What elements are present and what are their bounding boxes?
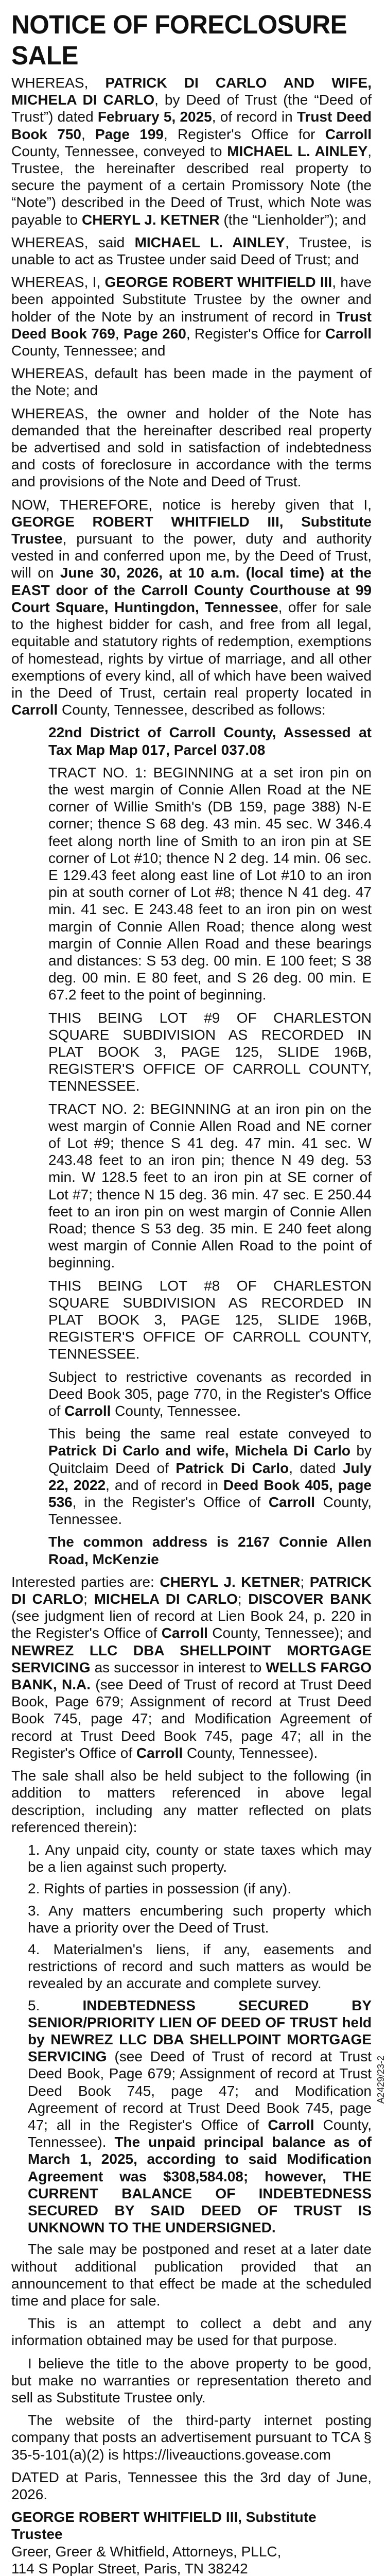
list-item: 2. Rights of parties in possession (if any). <box>28 1880 292 1897</box>
sale-subject-to: The sale shall also be held subject to the following (in addition to matters referenced in above legal description, including any matter reflected on plats referenced therein): <box>11 1768 372 1835</box>
postponement-clause: The sale may be postponed and reset at a later date without additional publication provided that an announcement to that effect be made at the scheduled time and place for sale. <box>11 2241 372 2309</box>
lot-eight-plat: THIS BEING LOT #8 OF CHARLESTON SQUARE SUBDIVISION AS RECORDED IN PLAT BOOK 3, PAGE 125, SLIDE 196B, REGISTER'S OFFICE OF CARROLL COUNTY, TENNESSEE. <box>48 1277 372 1362</box>
firm-address: 114 S Poplar Street, Paris, TN 38242 <box>11 2560 248 2576</box>
list-item: 5. INDEBTEDNESS SECURED BY SENIOR/PRIORITY LIEN OF DEED OF TRUST held by NEWREZ LLC DBA SHELLPOINT MORTGAGE SERVICING (see Deed of Trust of record at Trust Deed Book, Page 679; Assignment of record at Trust Deed Book 745, page 47; and Modification Agreement of record at Trust Deed Book 745, page 47; all in the Register's Office of Carroll County, Tennessee). The unpaid principal balance as of March 1, 2025, according to said Modification Agreement was $308,584.08; however, THE CURRENT BALANCE OF INDEBTEDNESS SECURED BY SAID DEED OF TRUST IS UNKNOWN TO THE UNDERSIGNED. <box>28 1997 372 2236</box>
recital-default: WHEREAS, default has been made in the payment of the Note; and <box>11 365 372 399</box>
legal-description <box>11 724 372 1568</box>
tract-one: TRACT NO. 1: BEGINNING at a set iron pin on the west margin of Connie Allen Road at the NE corner of Willie Smith's (DB 159, page 388) N-E corner; thence S 68 deg. 43 min. 45 sec. W 346.4 feet along north line of Smith to an iron pin at SE corner of Lot #10; thence N 2 deg. 14 min. 06 sec. E 129.43 feet along east line of Lot #10 to an iron pin at south corner of Lot #8; thence N 41 deg. 47 min. 41 sec. E 243.48 feet to an iron pin on west margin of Connie Allen Road; thence along west margin of Connie Allen Road and these bearings and distances: S 53 deg. 00 min. E 100 feet; S 38 deg. 00 min. E 80 feet, and S 26 deg. 00 min. E 67.2 feet to the point of beginning. <box>48 764 372 1003</box>
signer-name: GEORGE ROBERT WHITFIELD III, Substitute Trustee <box>11 2509 317 2543</box>
interested-parties: Interested parties are: CHERYL J. KETNER; PATRICK DI CARLO; MICHELA DI CARLO; DISCOVER BANK (see judgment lien of record at Lien Book 24, p. 220 in the Register's Office of Carroll County, Tennessee); and NEWREZ LLC DBA SHELLPOINT MORTGAGE SERVICING as successor in interest to WELLS FARGO BANK, N.A. (see Deed of Trust of record at Trust Deed Book, Page 679; Assignment of record at Trust Deed Book 745, page 47; and Modification Agreement of record at Trust Deed Book 745, page 47; all in the Register's Office of Carroll County, Tennessee). <box>11 1573 372 1761</box>
restrictive-covenants: Subject to restrictive covenants as recorded in Deed Book 305, page 770, in the Register's Office of Carroll County, Tennessee. <box>48 1368 372 1419</box>
posting-website: The website of the third-party internet posting company that posts an advertisement pursuant to TCA § 35-5-101(a)(2) is https://liveauctions.govease.com <box>11 2412 372 2463</box>
tract-two: TRACT NO. 2: BEGINNING at an iron pin on the west margin of Connie Allen Road and NE corner of Lot #9; thence S 41 deg. 47 min. 41 sec. W 243.48 feet to an iron pin; thence N 49 deg. 53 min. W 128.5 feet to an iron pin at SE corner of Lot #7; thence N 15 deg. 36 min. 47 sec. E 250.44 feet to an iron pin on west margin of Connie Allen Road; thence S 53 deg. 35 min. E 240 feet along west margin of Connie Allen Road to the point of beginning. <box>48 1100 372 1271</box>
list-item: 3. Any matters encumbering such property which have a priority over the Deed of Trust. <box>28 1902 372 1936</box>
signature-block <box>11 2509 372 2576</box>
encumbrance-list <box>11 1841 372 2236</box>
common-address: The common address is 2167 Connie Allen Road, McKenzie <box>48 1534 372 1567</box>
dated-line: DATED at Paris, Tennessee this the 3rd day of June, 2026. <box>11 2469 372 2503</box>
list-item: 4. Materialmen's liens, if any, easements and restrictions of record and such matters as would be revealed by an accurate and complete survey. <box>28 1941 372 1992</box>
title-disclaimer: I believe the title to the above property to be good, but make no warranties or representation thereto and sell as Substitute Trustee only. <box>11 2355 372 2405</box>
recital-substitute-trustee: WHEREAS, I, GEORGE ROBERT WHITFIELD III, have been appointed Substitute Trustee by the owner and holder of the Note by an instrument of record in Trust Deed Book 769, Page 260, Register's Office for Carroll County, Tennessee; and <box>11 274 372 359</box>
recital-trustee-unable: WHEREAS, said MICHAEL L. AINLEY, Trustee, is unable to act as Trustee under said Deed of Trust; and <box>11 234 372 268</box>
law-firm: Greer, Greer & Whitfield, Attorneys, PLLC, <box>11 2543 282 2560</box>
ad-code: A2429/23-2 <box>376 2056 386 2104</box>
recital-demand: WHEREAS, the owner and holder of the Note has demanded that the hereinafter described real property be advertised and sold in satisfaction of indebtedness and costs of foreclosure in accordance with the terms and provisions of the Note and Deed of Trust. <box>11 405 372 490</box>
sale-notice: NOW, THEREFORE, notice is hereby given that I, GEORGE ROBERT WHITFIELD III, Substitute Trustee, pursuant to the power, duty and authority vested in and conferred upon me, by the Deed of Trust, will on June 30, 2026, at 10 a.m. (local time) at the EAST door of the Carroll County Courthouse at 99 Court Square, Huntingdon, Tennessee, offer for sale to the highest bidder for cash, and free from all legal, equitable and statutory rights of redemption, exemptions of homestead, rights by virtue of marriage, and all other exemptions of every kind, all of which have been waived in the Deed of Trust, certain real property located in Carroll County, Tennessee, described as follows: <box>11 496 372 718</box>
notice-title: NOTICE OF FORECLOSURE SALE <box>11 10 347 70</box>
debt-collection-clause: This is an attempt to collect a debt and any information obtained may be used for that purpose. <box>11 2315 372 2349</box>
prior-conveyance: This being the same real estate conveyed to Patrick Di Carlo and wife, Michela Di Carlo by Quitclaim Deed of Patrick Di Carlo, dated July 22, 2022, and of record in Deed Book 405, page 536, in the Register's Office of Carroll County, Tennessee. <box>48 1426 372 1528</box>
lot-nine-plat: THIS BEING LOT #9 OF CHARLESTON SQUARE SUBDIVISION AS RECORDED IN PLAT BOOK 3, PAGE 125, SLIDE 196B, REGISTER'S OFFICE OF CARROLL COUNTY, TENNESSEE. <box>48 1009 372 1094</box>
list-item: 1. Any unpaid city, county or state taxes which may be a lien against such property. <box>28 1841 372 1875</box>
tax-map-district: 22nd District of Carroll County, Assessed at Tax Map Map 017, Parcel 037.08 <box>48 724 372 758</box>
recital-deed-of-trust: WHEREAS, PATRICK DI CARLO AND WIFE, MICHELA DI CARLO, by Deed of Trust (the “Deed of Trust”) dated February 5, 2025, of record in Trust Deed Book 750, Page 199, Register's Office for Carroll County, Tennessee, conveyed to MICHAEL L. AINLEY, Trustee, the hereinafter described real property to secure the payment of a certain Promissory Note (the “Note”) described in the Deed of Trust, which Note was payable to CHERYL J. KETNER (the “Lienholder”); and <box>11 75 372 228</box>
